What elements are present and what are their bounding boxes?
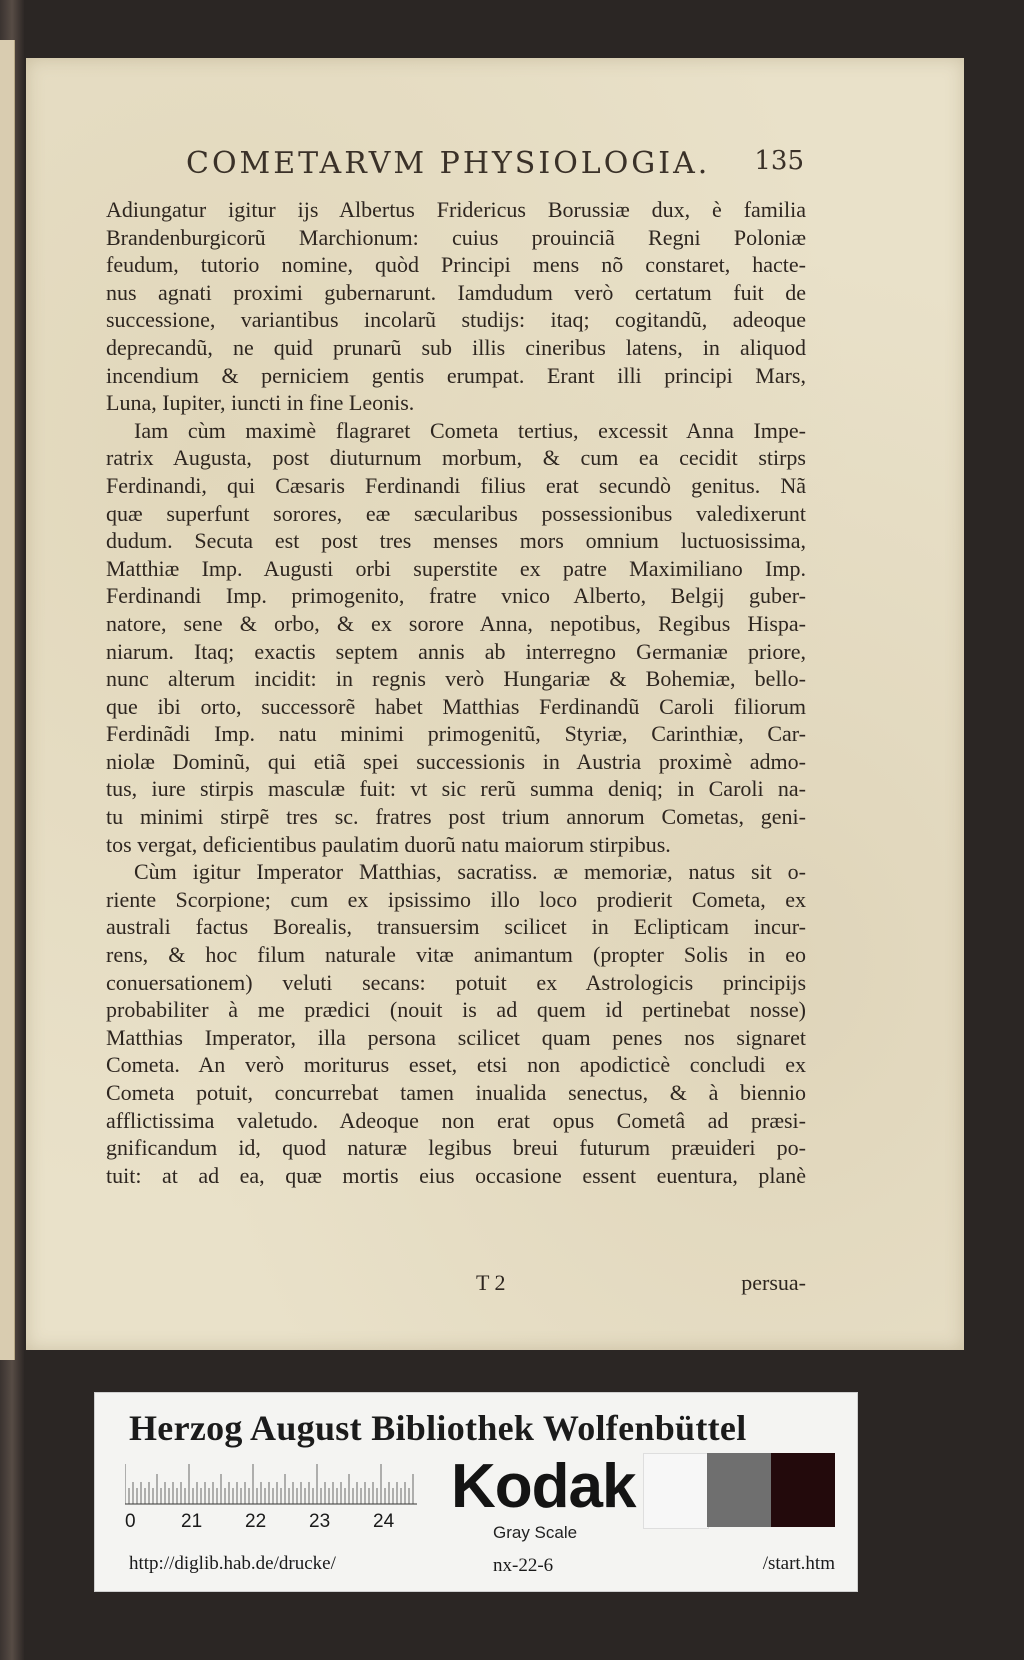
page-number: 135 xyxy=(754,146,804,176)
text-line: incendium & perniciem gentis erumpat. Erant illi principi Mars, xyxy=(106,362,806,388)
gray-patch-mid xyxy=(707,1453,771,1527)
gray-scale-label: Gray Scale xyxy=(493,1523,578,1542)
text-line: Matthiæ Imp. Augusti orbi superstite ex patre Maximiliano Imp. xyxy=(106,555,806,581)
url-left: http://diglib.hab.de/drucke/ xyxy=(129,1553,336,1574)
scale-ruler xyxy=(125,1463,425,1505)
running-head-title: COMETARVM PHYSIOLOGIA. xyxy=(186,146,711,181)
text-line: Cometa potuit, concurrebat tamen inualida senectus, & à biennio xyxy=(106,1080,806,1105)
book-page xyxy=(26,58,964,1350)
text-line: successione, variantibus incolarũ studijs: itaq; cogitandũ, adeoque xyxy=(106,307,806,333)
text-line: Ferdinandi, qui Cæsaris Ferdinandi filius erat secundò genitus. Nã xyxy=(106,472,806,498)
text-line: tuit: at ad ea, quæ mortis eius occasione essent euentura, planè xyxy=(106,1162,806,1188)
text-line: deprecandũ, ne quid prunarũ sub illis cineribus latens, in aliquod xyxy=(106,334,806,360)
text-line: niolæ Dominũ, qui etiã spei successionis in Austria proximè admo- xyxy=(106,748,806,774)
text-line: riente Scorpione; cum ex ipsissimo illo loco prodierit Cometa, ex xyxy=(106,886,806,912)
url-right: /start.htm xyxy=(762,1553,835,1574)
text-line: tos vergat, deficientibus paulatim duorũ natu maiorum stirpibus. xyxy=(106,831,671,857)
text-line: ratrix Augusta, post diuturnum morbum, & cum ea cecidit stirps xyxy=(106,445,806,471)
ruler-label: 0 xyxy=(125,1511,136,1532)
text-line: que ibi orto, successorẽ habet Matthias Ferdinandũ Caroli filiorum xyxy=(106,693,806,719)
text-line: Ferdinãdi Imp. natu minimi primogenitũ, Styriæ, Carinthiæ, Car- xyxy=(106,721,806,747)
text-line: probabiliter à me prædici (nouit is ad quem id pertinebat nosse) xyxy=(106,997,806,1023)
gray-patch-dark xyxy=(771,1453,835,1527)
running-head xyxy=(186,146,826,181)
kodak-logo: Kodak xyxy=(451,1452,636,1521)
text-line: Adiungatur igitur ijs Albertus Fridericus Borussiæ dux, è familia xyxy=(106,197,806,222)
ruler-label: 23 xyxy=(309,1511,331,1532)
text-line: Luna, Iupiter, iuncti in fine Leonis. xyxy=(106,390,415,416)
text-line: Brandenburgicorũ Marchionum: cuius prouinciã Regni Poloniæ xyxy=(106,224,806,250)
text-line: niarum. Itaq; exactis septem annis ab interregno Germaniæ priore, xyxy=(106,638,806,664)
shelfmark-code: nx-22-6 xyxy=(493,1555,554,1576)
signature-mark: T 2 xyxy=(476,1270,506,1295)
text-line: natore, sene & orbo, & ex sorore Anna, nepotibus, Regibus Hispa- xyxy=(106,610,806,636)
text-line: tu minimi stirpẽ tres sc. fratres post trium annorum Cometas, geni- xyxy=(106,804,806,830)
ruler-label: 22 xyxy=(245,1511,267,1532)
text-line: australi factus Borealis, transuersim scilicet in Eclipticam incur- xyxy=(106,914,806,940)
text-line: Cùm igitur Imperator Matthias, sacratiss. æ memoriæ, natus sit o- xyxy=(134,859,806,885)
text-line: dudum. Secuta est post tres menses mors omnium luctuosissima, xyxy=(106,528,806,554)
text-line: Cometa. An verò moriturus esset, etsi non apodicticè concludi ex xyxy=(106,1052,806,1078)
body-text xyxy=(106,196,806,1189)
ruler-label: 24 xyxy=(373,1511,395,1532)
text-line: Iam cùm maximè flagraret Cometa tertius, excessit Anna Impe- xyxy=(134,417,806,443)
text-line: gnificandum id, quod naturæ legibus breui futurum præuideri po- xyxy=(106,1135,806,1161)
text-line: conuersationem) veluti secans: potuit ex Astrologicis principijs xyxy=(106,969,806,995)
text-line: Matthias Imperator, illa persona scilicet quam penes nos signaret xyxy=(106,1024,806,1050)
text-line: tus, iure stirpis masculæ fuit: vt sic rerũ summa deniq; in Caroli na- xyxy=(106,776,806,802)
catchword: persua- xyxy=(741,1270,806,1295)
ruler-label: 21 xyxy=(181,1511,203,1532)
text-line: nus agnati proximi gubernarunt. Iamdudum verò certatum fuit de xyxy=(106,279,806,305)
text-line: feudum, tutorio nomine, quòd Principi mens nõ constaret, hacte- xyxy=(106,252,806,278)
text-line: rens, & hoc filum naturale vitæ animantum (propter Solis in eo xyxy=(106,942,806,968)
previous-page-edge xyxy=(0,40,15,1360)
text-line: afflictissima valetudo. Adeoque non erat opus Cometâ ad præsi- xyxy=(106,1107,806,1133)
gray-patch-white xyxy=(643,1453,709,1529)
text-line: Ferdinandi Imp. primogenito, fratre vnico Alberto, Belgij guber- xyxy=(106,583,806,609)
color-target-card xyxy=(94,1392,858,1592)
library-name: Herzog August Bibliothek Wolfenbüttel xyxy=(129,1408,747,1448)
text-line: nunc alterum incidit: in regnis verò Hungariæ & Bohemiæ, bello- xyxy=(106,666,806,692)
ruler-labels xyxy=(125,1511,425,1535)
text-line: quæ superfunt sorores, eæ sæcularibus possessionibus valedixerunt xyxy=(106,500,806,526)
